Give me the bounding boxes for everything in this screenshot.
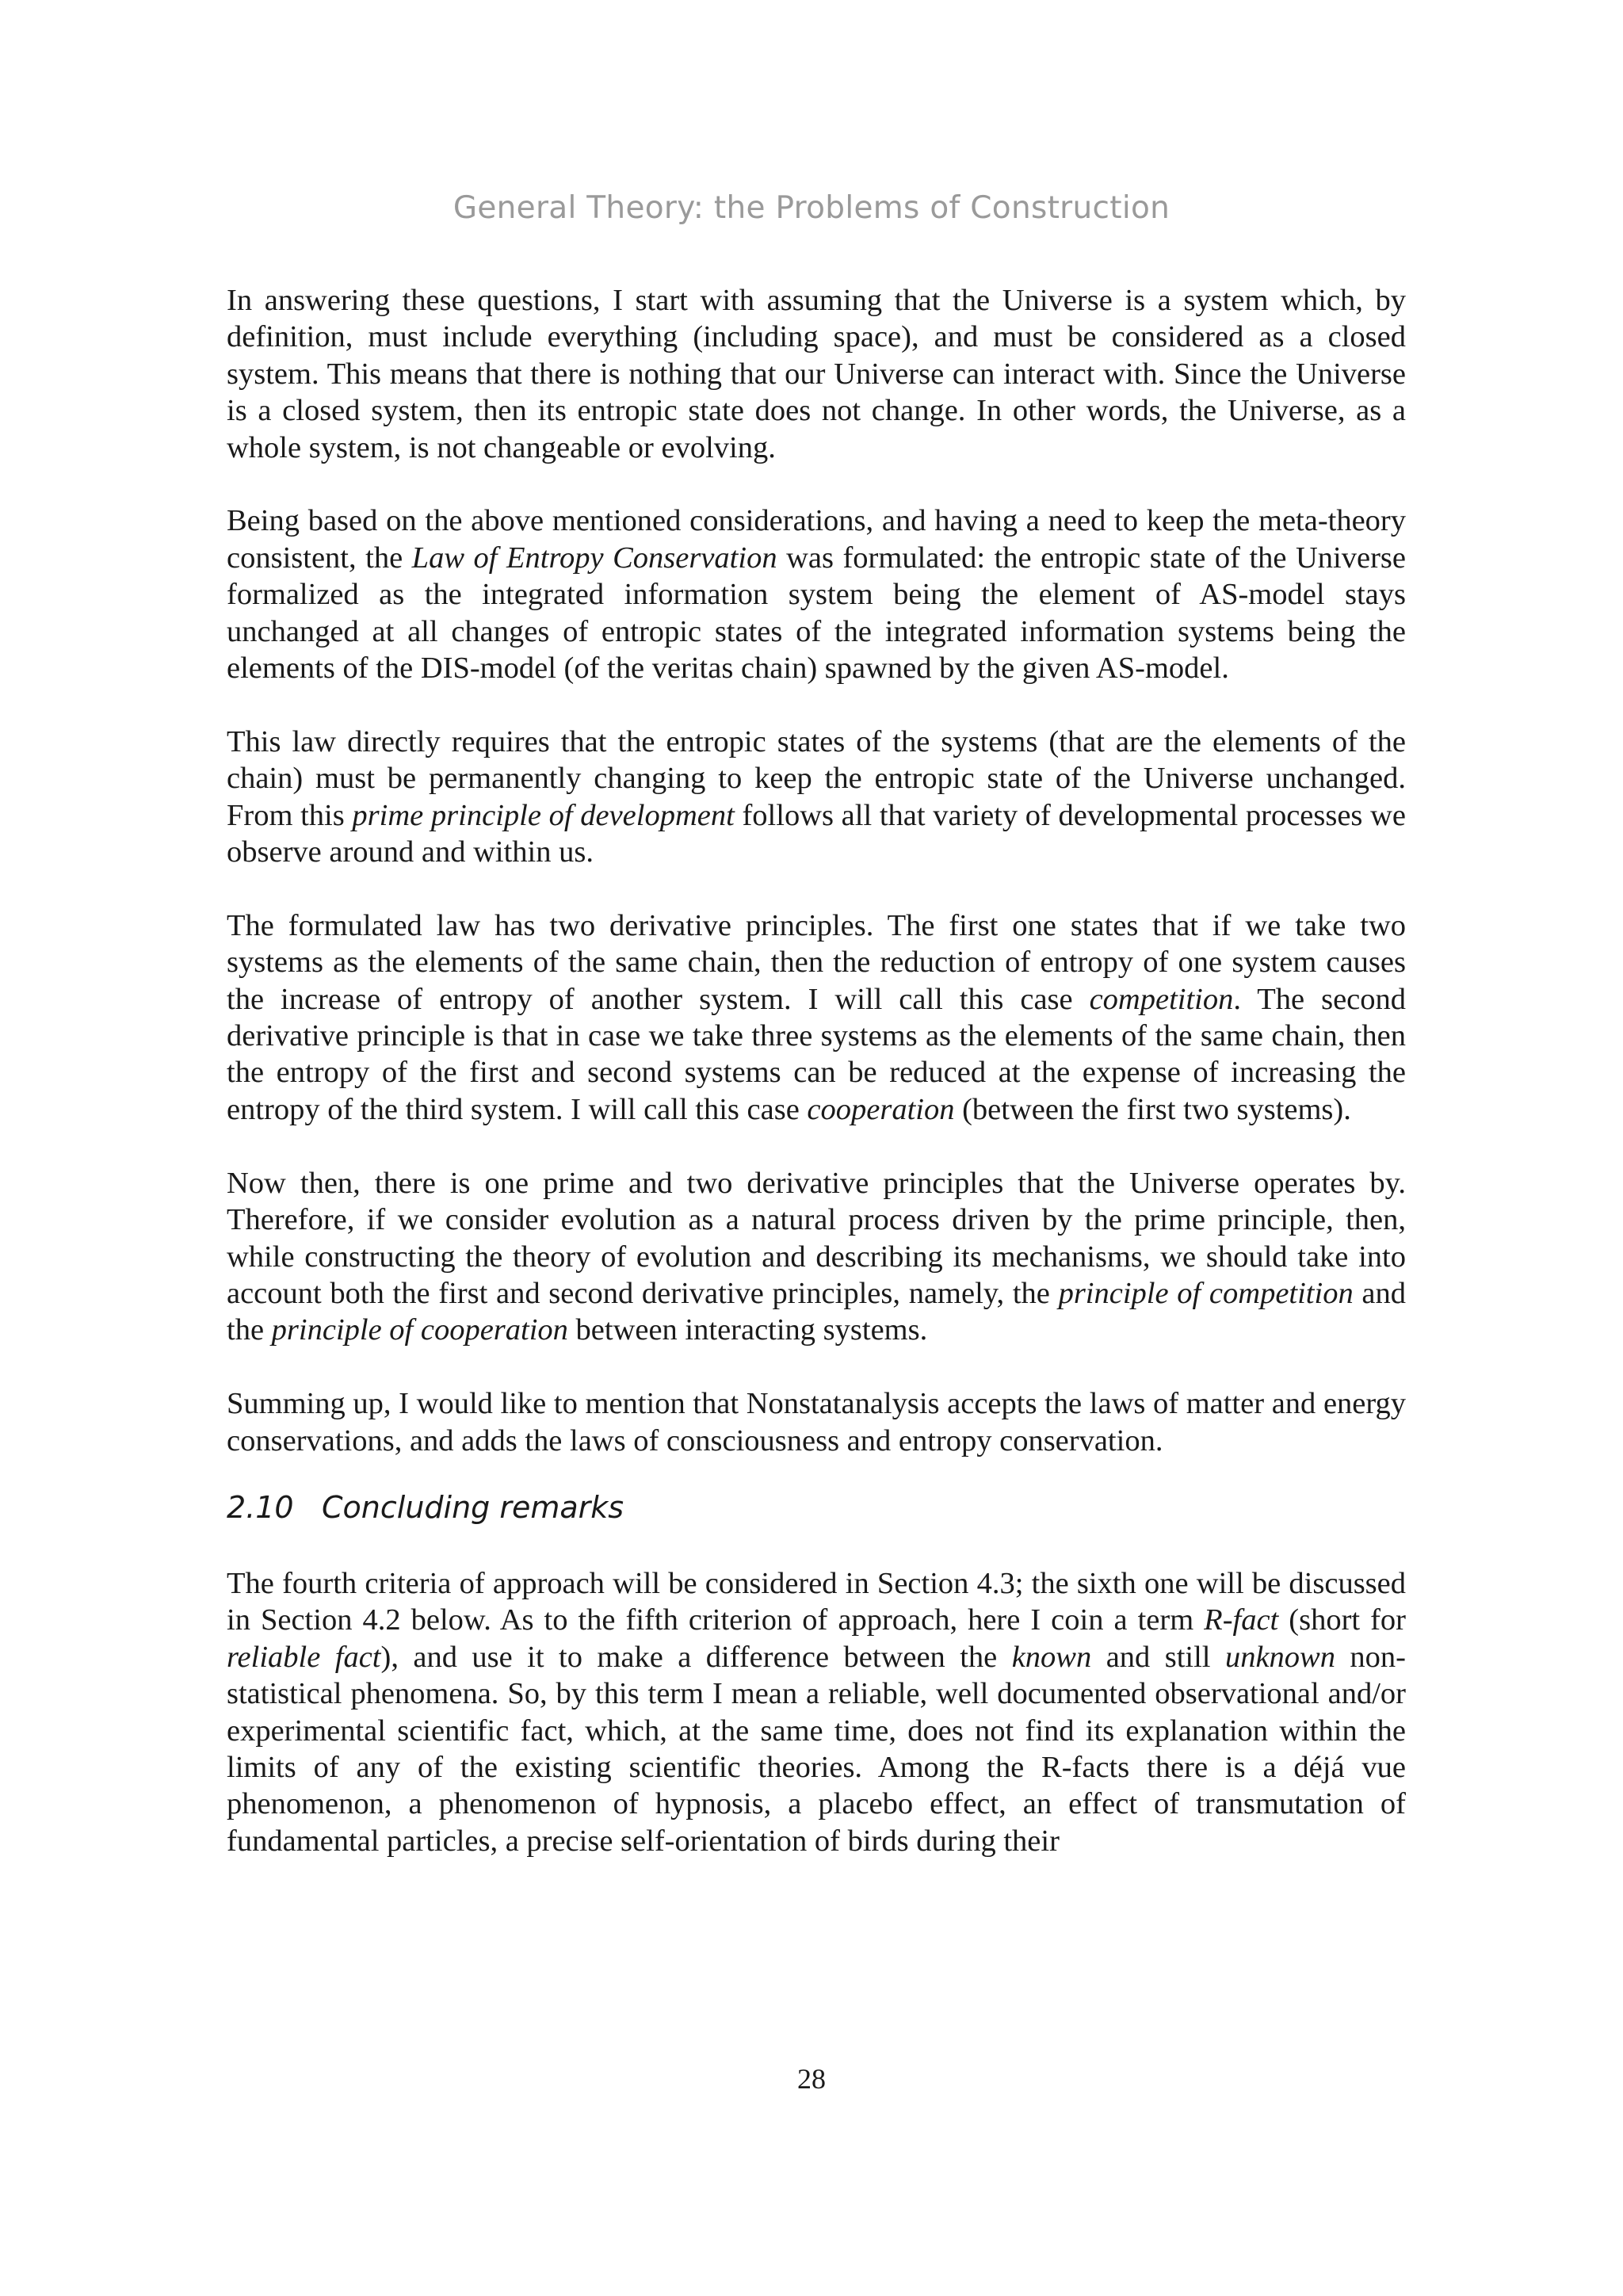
term-reliable-fact: reliable fact	[227, 1640, 381, 1674]
term-principle-of-competition: principle of competition	[1058, 1276, 1354, 1310]
section-heading	[227, 1489, 1406, 1526]
term-cooperation: cooperation	[807, 1092, 955, 1126]
term-principle-of-cooperation: principle of cooperation	[271, 1313, 568, 1347]
term-known: known	[1011, 1640, 1092, 1674]
body-text	[227, 282, 1406, 1897]
term-competition: competition	[1089, 982, 1234, 1016]
running-header: General Theory: the Problems of Construction	[453, 190, 1170, 226]
section-title: Concluding remarks	[322, 1489, 624, 1525]
term-unknown: unknown	[1224, 1640, 1335, 1674]
paragraph-universe-closed-system: In answering these questions, I start with assuming that the Universe is a system which, by definition, must include everything (including space), and must be considered as a closed system. This means that there is nothing that our Universe can interact with. Since the Universe is a closed system, then its entropic state does not change. In other words, the Universe, as a whole system, is not changeable or evolving.	[227, 284, 1406, 464]
paragraph-prime-principle: This law directly requires that the entropic states of the systems (that are the elements of the chain) must be permanently changing to keep the entropic state of the Universe unchanged. From this prime principle of development follows all that variety of developmental processes we observe around and within us.	[227, 724, 1406, 869]
term-r-fact: R-fact	[1204, 1603, 1279, 1637]
section-number: 2.10	[227, 1489, 294, 1525]
term-law-of-entropy-conservation: Law of Entropy Conservation	[411, 541, 777, 575]
page-number: 28	[797, 2063, 826, 2095]
paragraph-summing-up: Summing up, I would like to mention that Nonstatanalysis accepts the laws of matter and energy conservations, and adds the laws of consciousness and entropy conservation.	[227, 1387, 1406, 1457]
paragraph-derivative-principles: The formulated law has two derivative principles. The first one states that if we take two systems as the elements of the same chain, then the reduction of entropy of one system causes the increase of entropy of another system. I will call this case competition. The second derivative principle is that in case we take three systems as the elements of the same chain, then the entropy of the first and second systems can be reduced at the expense of increasing the entropy of the third system. I will call this case cooperation (between the first two systems).	[227, 908, 1406, 1126]
paragraph-evolution-principles: Now then, there is one prime and two derivative principles that the Universe operates by. Therefore, if we consider evolution as a natural process driven by the prime principle, then, while constructing the theory of evolution and describing its mechanisms, we should take into account both the first and second derivative principles, namely, the principle of competition and the principle of cooperation between interacting systems.	[227, 1166, 1406, 1347]
paragraph-r-fact: The fourth criteria of approach will be considered in Section 4.3; the sixth one will be discussed in Section 4.2 below. As to the fifth criterion of approach, here I coin a term R-fact (short for reliable fact), and use it to make a difference between the known and still unknown non-statistical phenomena. So, by this term I mean a reliable, well documented observational and/or experimental scientific fact, which, at the same time, does not find its explanation within the limits of any of the existing scientific theories. Among the R-facts there is a déjá vue phenomenon, a phenomenon of hypnosis, a placebo effect, an effect of transmutation of fundamental particles, a precise self-orientation of birds during their	[227, 1566, 1406, 1858]
term-prime-principle: prime principle of development	[352, 798, 735, 832]
paragraph-law-of-entropy-conservation: Being based on the above mentioned considerations, and having a need to keep the meta-theory consistent, the Law of Entropy Conservation was formulated: the entropic state of the Universe formalized as the integrated information system being the element of AS-model stays unchanged at all changes of entropic states of the integrated information systems being the elements of the DIS-model (of the veritas chain) spawned by the given AS-model.	[227, 504, 1406, 686]
